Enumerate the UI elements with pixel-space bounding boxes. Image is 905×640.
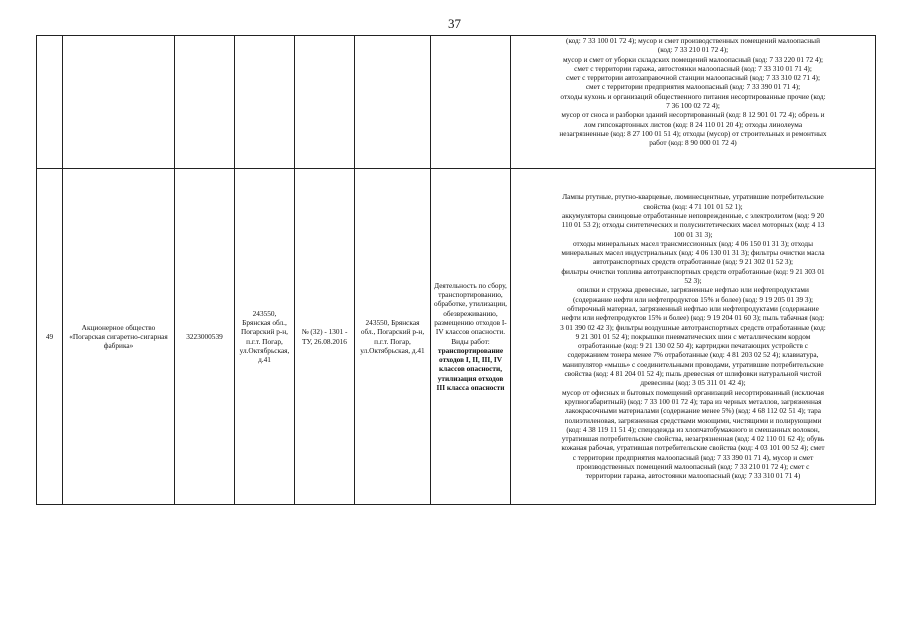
registry-table [36,35,876,505]
legal-address: 243550, Брянская обл., Погарский р-н, п.г.т. Погар, ул.Октябрьская, д.41 [235,169,295,505]
activity-bold: транспортирование отходов I, II, III, IV классов опасности, утилизация отходов III класса опасности [436,345,505,392]
page-number: 37 [448,16,461,31]
waste-line: (содержание нефти или нефтепродуктов 15% и более) (код: 9 19 205 01 39 3); [572,294,814,304]
row-number: 49 [37,169,63,505]
table-row-continuation [37,36,876,169]
waste-line: манипулятор «мышь» с соединительными проводами, утратившие потребительские [562,359,824,369]
waste-line: минеральных масел индустриальных (код: 4 06 130 01 31 3); фильтры очистки масла [561,248,825,258]
waste-line: отработанные (код: 9 21 130 02 50 4); картриджи печатающих устройств с [578,341,808,351]
waste-line: отходы кухонь и организаций общественного питания несортированные прочие (код: [560,91,826,101]
activity-address-cell-empty [355,36,431,169]
waste-line: (код: 7 33 210 01 72 4); [657,45,729,55]
waste-line: 9 21 301 01 52 4); покрышки пневматических шин с металлическим кордом [575,331,811,341]
waste-line: 7 36 100 02 72 4); [666,101,720,111]
waste-line: 3 01 390 02 42 3); фильтры воздушные автотранспортных средств отработанные (код: [560,322,826,332]
waste-line: крупногабаритный) (код: 7 33 100 01 72 4); тара из черных металлов, загрязненная [564,396,822,406]
waste-line: (код: 7 33 100 01 72 4); мусор и смет производственных помещений малоопасный [566,36,820,45]
waste-line: утратившая потребительские свойства, незагрязненная (код: 4 02 110 01 62 4); обувь [561,434,825,444]
waste-line: смет с территории гаража, автостоянки малоопасный (код: 7 33 310 01 71 4); [574,63,812,73]
waste-line: территории гаража, автостоянки малоопасный (код: 7 33 310 01 71 4) [585,471,801,481]
waste-line: лом гипсокартонных листов (код: 8 24 110 01 20 4); отходы линолеума [583,119,803,129]
waste-line: мусор от сноса и разборки зданий несортированный (код: 8 12 901 01 72 4); обрезь и [561,110,825,120]
waste-line: (код: 4 38 119 11 51 4); спецодежда из хлопчатобумажного и смешанных волокон, [566,424,820,434]
waste-line: опилки и стружка древесные, загрязненные нефтью или нефтепродуктами [577,285,809,295]
activity-cell-empty [431,36,511,169]
license-cell-empty [295,36,355,169]
waste-line: смет с территории автозаправочной станции малоопасный (код: 7 33 310 02 71 4); [566,73,820,83]
waste-line: Лампы ртутные, ртутно-кварцевые, люминесцентные, утратившие потребительские [562,192,824,202]
waste-line: полиэтиленовая, загрязненная средствами моющими, чистящими и полирующими [564,415,822,425]
waste-cell-continuation [511,36,876,169]
waste-line: содержанием тонера менее 7% отработанные (код: 4 81 203 02 52 4); клавиатура, [567,350,819,360]
waste-line: незагрязненные (код: 8 27 100 01 51 4); отходы (мусор) от строительных и ремонтных [559,128,827,138]
waste-line: древесины (код: 3 05 311 01 42 4); [640,378,746,388]
waste-line: лакокрасочными материалами (содержание менее 5%) (код: 4 68 112 02 51 4); тара [565,406,821,416]
waste-line: нефти или нефтепродуктов 15% и более) (код: 9 19 204 01 60 3); пыль табачная (код: [561,313,825,323]
waste-line: свойства (код: 4 81 204 01 52 4); пыль древесная от шлифовки натуральной чистой [564,369,822,379]
license-number: № (32) - 1301 - ТУ, 26.08.2016 [295,169,355,505]
activity-plain: Деятельность по сбору, транспортированию, обработке, утилизации, обезвреживанию, размещению отходов I-IV классов опасности. Виды работ: [434,280,507,346]
waste-line: мусор и смет от уборки складских помещений малоопасный (код: 7 33 220 01 72 4); [562,54,824,64]
waste-line: автотранспортных средств отработанные (код: 9 21 302 01 52 3); [592,257,794,267]
waste-line: производственных помещений малоопасный (код: 7 33 210 01 72 4); смет с [576,462,810,471]
waste-line: свойства (код: 4 71 101 01 52 1); [643,201,743,211]
waste-line: мусор от офисных и бытовых помещений организаций несортированный (исключая [562,387,824,397]
legal-address-cell-empty [235,36,295,169]
waste-line: аккумуляторы свинцовые отработанные неповрежденные, с электролитом (код: 9 20 [561,210,825,220]
waste-line: смет с территории предприятия малоопасный (код: 7 33 390 01 71 4); [585,82,801,92]
waste-line: фильтры очистки топлива автотранспортных средств отработанные (код: 9 21 303 01 [561,266,825,276]
organization-name: Акционерное общество «Погарская сигаретно-сигарная фабрика» [63,169,175,505]
inn-cell-empty [175,36,235,169]
activity-description [431,169,511,505]
waste-line: работ (код: 8 90 000 01 72 4) [649,138,737,148]
activity-address: 243550, Брянская обл., Погарский р-н, п.г.т. Погар, ул.Октябрьская, д.41 [355,169,431,505]
table-row-49 [37,169,876,505]
waste-line: 52 3); [684,276,702,286]
waste-line: 100 01 31 3); [673,229,713,239]
waste-line: кожаная рабочая, утратившая потребительские свойства (код: 4 03 101 00 52 4); смет [561,443,825,453]
waste-list [511,169,876,505]
organization-cell-empty [63,36,175,169]
waste-line: с территории предприятия малоопасный (код: 7 33 390 01 71 4), мусор и смет [572,452,814,462]
waste-line: 110 01 53 2); отходы синтетических и полусинтетических масел моторных (код: 4 13 [561,220,825,230]
waste-line: отходы минеральных масел трансмиссионных (код: 4 06 150 01 31 3); отходы [572,238,814,248]
inn: 3223000539 [175,169,235,505]
waste-line: обтирочный материал, загрязненный нефтью или нефтепродуктами (содержание [567,303,819,313]
number-cell-empty [37,36,63,169]
